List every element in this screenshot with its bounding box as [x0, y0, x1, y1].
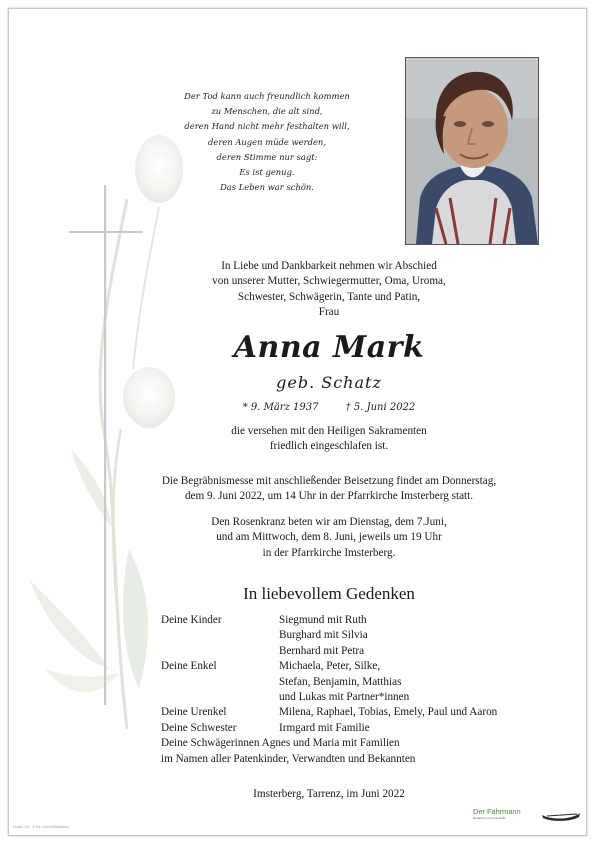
mourner-group: [161, 705, 581, 720]
poem-line: Der Tod kann auch freundlich kommen: [184, 91, 350, 101]
mourner-group: [161, 613, 581, 659]
deceased-name: Anna Mark: [233, 330, 425, 365]
name-line: Michaela, Peter, Silke,: [279, 660, 381, 673]
poem-line: deren Hand nicht mehr festhalten will,: [184, 121, 350, 132]
names-list: [279, 721, 370, 736]
poem-line: Es ist genug.: [239, 167, 295, 178]
logo-subtitle: Bestattung und Trauerhilfe: [473, 816, 506, 820]
print-credit: Druck: VS - © Fa. Lösch/Redaktion: [13, 825, 69, 829]
name-line: und Lukas mit Partner*innen: [279, 691, 410, 704]
funeral-mass-text: [89, 474, 569, 505]
name-line: Siegmund mit Ruth: [279, 614, 367, 626]
mourner-group: [161, 721, 581, 736]
mass-line: dem 9. Juni 2022, um 14 Uhr in der Pfarrkirche Imsterberg statt.: [184, 490, 474, 503]
mass-line: Die Begräbnismesse mit anschließender Beisetzung findet am Donnerstag,: [161, 475, 497, 487]
farewell-intro: [89, 259, 569, 321]
sacraments-line: friedlich eingeschlafen ist.: [269, 440, 389, 453]
relation-label: Deine Kinder: [161, 614, 222, 626]
sacraments-line: die versehen mit den Heiligen Sakramenten: [231, 425, 427, 437]
intro-line: In Liebe und Dankbarkeit nehmen wir Abschied: [221, 260, 437, 272]
intro-line: Frau: [318, 306, 340, 319]
poem: [179, 89, 355, 195]
mourners-extra-line: im Namen aller Patenkinder, Verwandten und Bekannten: [161, 752, 416, 765]
death-date: † 5. Juni 2022: [345, 402, 416, 413]
poem-line: deren Augen müde werden,: [208, 136, 326, 147]
rosary-line: und am Mittwoch, dem 8. Juni, jeweils um 19 Uhr: [216, 531, 442, 544]
poem-line: deren Stimme nur sagt:: [216, 151, 318, 162]
portrait-photo: [405, 57, 539, 245]
place-date: Imsterberg, Tarrenz, im Juni 2022: [253, 788, 405, 800]
memorial-heading: In liebevollem Gedenken: [243, 584, 415, 603]
obituary-card: [8, 8, 587, 836]
mourners-extra-line: Deine Schwägerinnen Agnes und Maria mit Familien: [161, 737, 400, 750]
life-dates: [89, 401, 569, 415]
rosary-line: in der Pfarrkirche Imsterberg.: [262, 546, 396, 559]
birth-date: * 9. März 1937: [242, 402, 319, 413]
name-line: Bernhard mit Petra: [279, 644, 365, 657]
rosary-line: Den Rosenkranz beten wir am Dienstag, dem 7.Juni,: [211, 516, 447, 528]
mourners-list: [161, 613, 581, 767]
names-list: [279, 659, 409, 705]
logo-name: Der Fährmann: [473, 807, 521, 816]
name-line: Milena, Raphael, Tobias, Emely, Paul und Aaron: [279, 706, 498, 719]
names-list: [279, 705, 497, 720]
relation-label: Deine Schwester: [161, 721, 237, 734]
name-line: Burghard mit Silvia: [279, 629, 368, 642]
maiden-name: geb. Schatz: [276, 373, 382, 392]
names-list: [279, 613, 368, 659]
sacraments-text: [89, 424, 569, 455]
intro-line: Schwester, Schwägerin, Tante und Patin,: [237, 290, 421, 303]
poem-line: zu Menschen, die alt sind,: [211, 106, 323, 117]
portrait-photo-icon: [406, 58, 538, 244]
poem-line: Das Leben war schön.: [220, 182, 314, 193]
name-line: Stefan, Benjamin, Matthias: [279, 675, 402, 688]
funeral-home-logo: [473, 807, 585, 829]
name-line: Irmgard mit Familie: [279, 721, 370, 734]
mourner-group: [161, 659, 581, 705]
intro-line: von unserer Mutter, Schwiegermutter, Oma, Uroma,: [212, 275, 446, 288]
rosary-text: [89, 515, 569, 561]
boat-icon: [541, 811, 581, 823]
relation-label: Deine Urenkel: [161, 706, 227, 719]
relation-label: Deine Enkel: [161, 660, 217, 673]
